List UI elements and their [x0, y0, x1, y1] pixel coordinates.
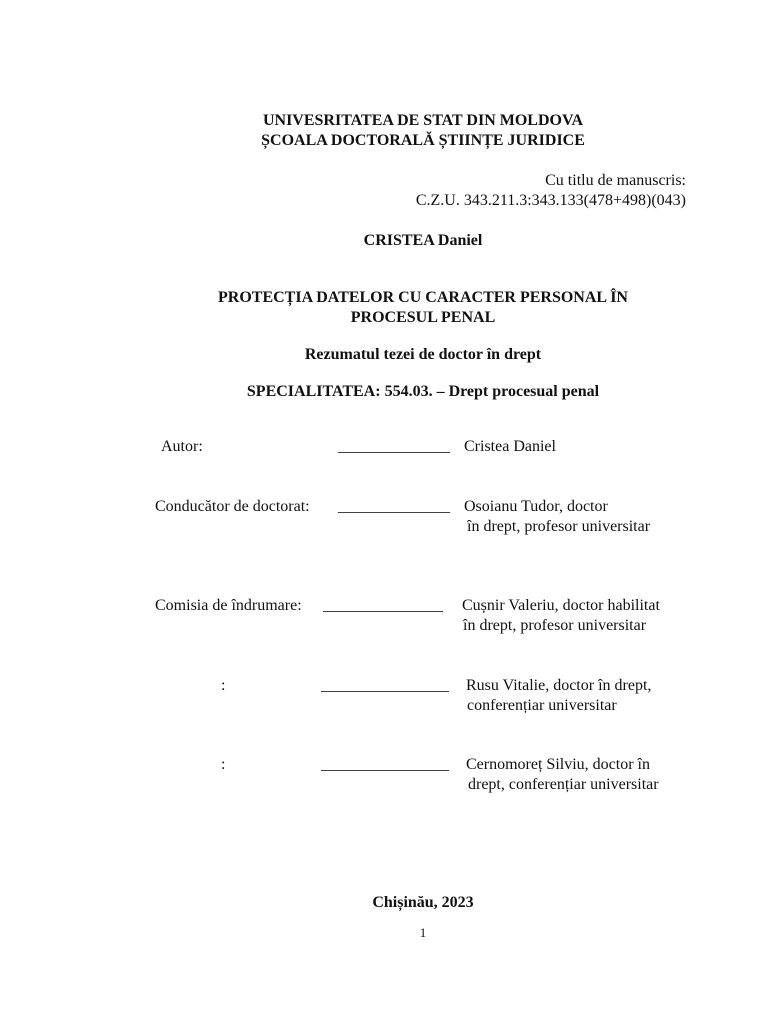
signature-label: Comisia de îndrumare:	[155, 597, 302, 614]
signatory-name: Cușnir Valeriu, doctor habilitat	[462, 597, 660, 614]
thesis-title-line1: PROTECȚIA DATELOR CU CARACTER PERSONAL ÎN	[218, 289, 628, 306]
university-name: UNIVESRITATEA DE STAT DIN MOLDOVA	[262, 112, 584, 129]
signature-label: Autor:	[161, 438, 203, 455]
author-name: CRISTEA Daniel	[363, 232, 483, 249]
doctoral-school: ȘCOALA DOCTORALĂ ȘTIINȚE JURIDICE	[261, 132, 585, 149]
signatory-name: Cernomoreț Silviu, doctor în	[466, 756, 650, 773]
signature-label: :	[221, 756, 226, 773]
signature-line: ________________	[321, 677, 449, 694]
thesis-title-line2: PROCESUL PENAL	[350, 309, 496, 326]
thesis-subtitle: Rezumatul tezei de doctor în drept	[304, 346, 542, 363]
signatory-name: Osoianu Tudor, doctor	[464, 498, 608, 515]
specialty: SPECIALITATEA: 554.03. – Drept procesual penal	[246, 383, 600, 400]
signatory-title: conferențiar universitar	[467, 697, 617, 714]
signature-line: _______________	[323, 597, 443, 614]
signature-line: ______________	[338, 438, 450, 455]
manuscript-label: Cu titlu de manuscris:	[545, 172, 686, 189]
signatory-name: Rusu Vitalie, doctor în drept,	[466, 677, 652, 694]
signature-line: ______________	[338, 498, 450, 515]
czu-code: C.Z.U. 343.211.3:343.133(478+498)(043)	[415, 192, 686, 209]
signatory-title: în drept, profesor universitar	[467, 518, 651, 535]
page-number: 1	[419, 925, 427, 940]
signatory-name: Cristea Daniel	[464, 438, 556, 455]
place-and-year: Chișinău, 2023	[372, 894, 474, 911]
signatory-title: drept, conferențiar universitar	[468, 776, 659, 793]
signature-line: ________________	[321, 756, 449, 773]
signature-label: Conducător de doctorat:	[155, 498, 310, 515]
signatory-title: în drept, profesor universitar	[463, 617, 647, 634]
signature-label: :	[221, 677, 226, 694]
